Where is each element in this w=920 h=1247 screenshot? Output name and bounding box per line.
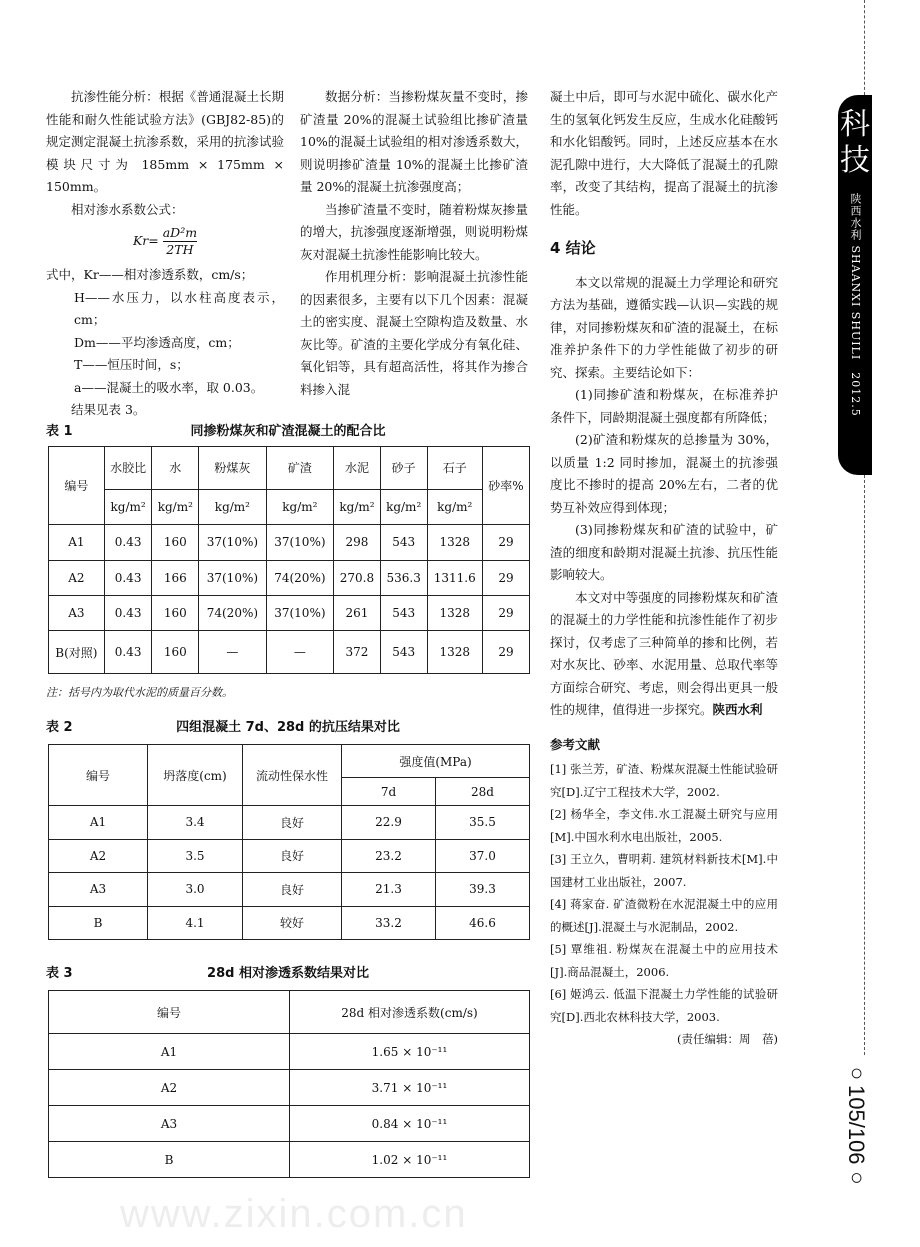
table-cell: 37(10%) xyxy=(266,595,333,630)
reference-item: [3] 王立久，曹明莉. 建筑材料新技术[M].中国建材工业出版社，2007. xyxy=(550,852,778,889)
formula-where: 式中，Kr——相对渗透系数，cm/s； xyxy=(46,267,254,282)
table-cell: — xyxy=(199,631,266,674)
paragraph: 当掺矿渣量不变时，随着粉煤灰掺量的增大，抗渗强度逐渐增强，则说明粉煤灰对混凝土抗渗性能影响比较大。 xyxy=(300,201,528,262)
paragraph: 数据分析：当掺粉煤灰量不变时，掺矿渣量 20%的混凝土试验组比掺矿渣量 10%的混凝土试验组的相对渗透系数大，则说明掺矿渣量 10%的混凝土比掺矿渣量 20%的混凝土抗渗强度高； xyxy=(300,89,528,194)
table-cell: 良好 xyxy=(243,873,342,906)
right-column xyxy=(550,86,778,1051)
table-cell: 160 xyxy=(152,525,199,560)
table-cell: 372 xyxy=(334,631,381,674)
table-cell: 0.84 × 10⁻¹¹ xyxy=(290,1106,530,1142)
header-cell: 水泥 xyxy=(334,447,381,490)
header-cell: 砂率% xyxy=(482,447,529,525)
paragraph: 抗渗性能分析：根据《普通混凝土长期性能和耐久性能试验方法》(GBJ82-85)的规定测定混凝土抗渗系数，采用的抗渗试验模块尺寸为 185mm × 175mm × 150mm。 xyxy=(46,89,284,194)
table-cell: 1.02 × 10⁻¹¹ xyxy=(290,1142,530,1178)
table-cell: 1311.6 xyxy=(427,560,482,595)
table-cell: 536.3 xyxy=(380,560,427,595)
table-cell: A2 xyxy=(49,839,148,872)
table-cell: 1328 xyxy=(427,525,482,560)
paragraph: 结果见表 3。 xyxy=(71,402,146,417)
watermark: www.zixin.com.cn xyxy=(120,1192,468,1236)
formula-lhs: Kr= xyxy=(132,233,159,248)
table-cell: 160 xyxy=(152,631,199,674)
table-cell: 1328 xyxy=(427,595,482,630)
table-cell: kg/m² xyxy=(104,489,152,524)
issue: 2012.5 xyxy=(849,372,862,417)
page-number: ○105/106○ xyxy=(844,1060,869,1190)
table-cell: 37(10%) xyxy=(199,525,266,560)
definition: Dm——平均渗透高度，cm； xyxy=(74,334,240,350)
table-label: 表 2 xyxy=(46,720,73,735)
table-cell: 3.0 xyxy=(148,873,243,906)
table-cell: 良好 xyxy=(243,839,342,872)
table-cell: B xyxy=(49,1142,290,1178)
header-cell: 7d xyxy=(342,778,436,806)
header-cell: 水胶比 xyxy=(104,447,152,490)
table-cell: 35.5 xyxy=(436,806,530,839)
table-cell: kg/m² xyxy=(427,489,482,524)
header-cell: 流动性保水性 xyxy=(243,745,342,806)
table-cell: 0.43 xyxy=(104,595,152,630)
margin-rule xyxy=(864,475,865,1055)
table-cell: — xyxy=(266,631,333,674)
table-cell: 74(20%) xyxy=(266,560,333,595)
table-cell: 较好 xyxy=(243,906,342,939)
table-cell: 74(20%) xyxy=(199,595,266,630)
reference-item: [6] 姬鸿云. 低温下混凝土力学性能的试验研究[D].西北农林科技大学，2003. xyxy=(550,987,778,1024)
paragraph-text: 本文对中等强度的同掺粉煤灰和矿渣的混凝土的力学性能和抗渗性能作了初步探讨，仅考虑了三种简单的掺和比例，若对水灰比、砂率、水泥用量、总取代率等方面综合研究、考虑，则会得出更具一般性的规律，值得进一步探究。 xyxy=(550,589,778,717)
table2 xyxy=(48,744,530,940)
table1-note: 注：括号内为取代水泥的质量百分数。 xyxy=(46,686,233,699)
table-cell: 22.9 xyxy=(342,806,436,839)
table-cell: kg/m² xyxy=(152,489,199,524)
table-cell: A1 xyxy=(49,1034,290,1070)
table-label: 表 1 xyxy=(46,424,73,439)
reference-item: [1] 张兰芳，矿渣、粉煤灰混凝土性能试验研究[D].辽宁工程技术大学，2002. xyxy=(550,762,778,799)
header-cell: 强度值(MPa) xyxy=(342,745,530,778)
header-cell: 28d xyxy=(436,778,530,806)
table3 xyxy=(48,990,530,1178)
reference-item: [4] 蒋家奋. 矿渣微粉在水泥混凝土中的应用的概述[J].混凝土与水泥制品，2002. xyxy=(550,897,778,934)
left-column xyxy=(46,86,284,422)
definition: a——混凝土的吸水率，取 0.03。 xyxy=(74,379,264,395)
table-cell: 4.1 xyxy=(148,906,243,939)
journal-info xyxy=(838,193,872,463)
table-row xyxy=(49,631,530,674)
table-row xyxy=(49,1034,530,1070)
table-cell: 1.65 × 10⁻¹¹ xyxy=(290,1034,530,1070)
table-cell: 160 xyxy=(152,595,199,630)
table-cell: 39.3 xyxy=(436,873,530,906)
table-cell: 543 xyxy=(380,595,427,630)
reference-item: [5] 覃维祖. 粉煤灰在混凝土中的应用技术[J].商品混凝土，2006. xyxy=(550,942,778,979)
header-cell: 编号 xyxy=(49,745,148,806)
table2-caption xyxy=(46,716,530,735)
journal-mark: 陕西水利 xyxy=(712,702,763,717)
table-row xyxy=(49,873,530,906)
editor-credit: (责任编辑：周 蓓) xyxy=(677,1032,778,1046)
table-title: 同掺粉煤灰和矿渣混凝土的配合比 xyxy=(190,424,386,439)
conclusion-3: (3)同掺粉煤灰和矿渣的试验中，矿渣的细度和龄期对混凝土抗渗、抗压性能影响较大。 xyxy=(550,522,778,582)
formula-numerator: aD²m xyxy=(162,225,198,240)
formula-denominator: 2TH xyxy=(166,242,194,257)
header-cell: 编号 xyxy=(49,991,290,1034)
table-cell: 29 xyxy=(482,560,529,595)
header-cell: 编号 xyxy=(49,447,105,525)
table-cell: kg/m² xyxy=(334,489,381,524)
header-cell: 砂子 xyxy=(380,447,427,490)
table-cell: A2 xyxy=(49,1070,290,1106)
table-label: 表 3 xyxy=(46,966,73,981)
paragraph: 作用机理分析：影响混凝土抗渗性能的因素很多，主要有以下几个因素：混凝土的密实度、混凝土空隙构造及数量、水灰比等。矿渣的主要化学成分有氧化硅、氧化铝等，具有超高活性，将其作为掺合料掺入混 xyxy=(300,269,528,397)
formula xyxy=(46,225,284,258)
references-heading: 参考文献 xyxy=(550,736,601,752)
table-cell: A3 xyxy=(49,873,148,906)
table1 xyxy=(48,446,530,674)
table-cell: kg/m² xyxy=(199,489,266,524)
table-row xyxy=(49,1070,530,1106)
header-cell: 水 xyxy=(152,447,199,490)
table-cell: B(对照) xyxy=(49,631,105,674)
table-cell: 29 xyxy=(482,631,529,674)
table-row xyxy=(49,595,530,630)
header-cell: 石子 xyxy=(427,447,482,490)
table-row xyxy=(49,1106,530,1142)
table-cell: A1 xyxy=(49,525,105,560)
conclusion-2: (2)矿渣和粉煤灰的总掺量为 30%，以质量 1:2 同时掺加，混凝土的抗渗强度比不掺时的提高 20%左右，二者的优势互补效应得到体现； xyxy=(550,432,778,515)
table-cell: kg/m² xyxy=(380,489,427,524)
table-row xyxy=(49,560,530,595)
table-cell: 298 xyxy=(334,525,381,560)
margin-rule xyxy=(864,0,865,95)
table-cell: 29 xyxy=(482,525,529,560)
table-cell: A2 xyxy=(49,560,105,595)
section-tab xyxy=(838,95,872,475)
paragraph: 本文以常规的混凝土力学理论和研究方法为基础，遵循实践—认识—实践的规律，对同掺粉煤灰和矿渣的混凝土，在标准养护条件下的力学性能做了初步的研究、探索。主要结论如下： xyxy=(550,274,778,380)
table-cell: 37(10%) xyxy=(266,525,333,560)
section-heading: 4 结论 xyxy=(550,239,596,257)
table-cell: 29 xyxy=(482,595,529,630)
table-cell: 0.43 xyxy=(104,631,152,674)
table-cell: 37(10%) xyxy=(199,560,266,595)
table3-caption xyxy=(46,962,530,981)
header-cell: 28d 相对渗透系数(cm/s) xyxy=(290,991,530,1034)
table-cell: 良好 xyxy=(243,806,342,839)
table-cell: 37.0 xyxy=(436,839,530,872)
table-cell: A1 xyxy=(49,806,148,839)
definition: T——恒压时间，s； xyxy=(74,357,189,372)
reference-item: [2] 杨华全，李文伟.水工混凝土研究与应用[M].中国水利水电出版社，2005. xyxy=(550,807,778,844)
definition: H——水压力，以水柱高度表示，cm； xyxy=(74,289,284,327)
middle-column xyxy=(300,86,528,401)
table-row xyxy=(49,806,530,839)
table-cell: 0.43 xyxy=(104,525,152,560)
table-row xyxy=(49,525,530,560)
section-label: 科技 xyxy=(840,107,870,178)
table-cell: 33.2 xyxy=(342,906,436,939)
journal-name: 陕西水利 SHAANXI SHUILI xyxy=(849,193,862,361)
table-cell: 21.3 xyxy=(342,873,436,906)
conclusion-1: (1)同掺矿渣和粉煤灰，在标准养护条件下，同龄期混凝土强度都有所降低； xyxy=(550,387,778,425)
table-cell: 3.5 xyxy=(148,839,243,872)
table-cell: 3.71 × 10⁻¹¹ xyxy=(290,1070,530,1106)
paragraph: 相对渗水系数公式： xyxy=(71,201,184,217)
table-title: 28d 相对渗透系数结果对比 xyxy=(207,966,369,981)
table1-caption xyxy=(46,420,530,439)
table-row xyxy=(49,1142,530,1178)
table-cell: 46.6 xyxy=(436,906,530,939)
table-cell: 0.43 xyxy=(104,560,152,595)
table-cell: 543 xyxy=(380,631,427,674)
table-cell: 270.8 xyxy=(334,560,381,595)
header-cell: 粉煤灰 xyxy=(199,447,266,490)
table-cell: 543 xyxy=(380,525,427,560)
header-cell: 坍落度(cm) xyxy=(148,745,243,806)
reference-list xyxy=(550,758,778,1051)
table-cell: B xyxy=(49,906,148,939)
table-cell: 3.4 xyxy=(148,806,243,839)
table-row xyxy=(49,906,530,939)
table-cell: 166 xyxy=(152,560,199,595)
table-row xyxy=(49,839,530,872)
table-cell: A3 xyxy=(49,1106,290,1142)
header-cell: 矿渣 xyxy=(266,447,333,490)
paragraph: 凝土中后，即可与水泥中硫化、碳水化产生的氢氧化钙发生反应，生成水化硅酸钙和水化铝酸钙。同时，上述反应基本在水泥孔隙中进行，大大降低了混凝土的孔隙率，改变了其结构，提高了混凝土的抗渗性能。 xyxy=(550,89,778,217)
table-cell: 261 xyxy=(334,595,381,630)
table-cell: 23.2 xyxy=(342,839,436,872)
table-cell: A3 xyxy=(49,595,105,630)
paragraph xyxy=(550,587,778,722)
table-title: 四组混凝土 7d、28d 的抗压结果对比 xyxy=(176,720,400,735)
table-cell: 1328 xyxy=(427,631,482,674)
table-cell: kg/m² xyxy=(266,489,333,524)
